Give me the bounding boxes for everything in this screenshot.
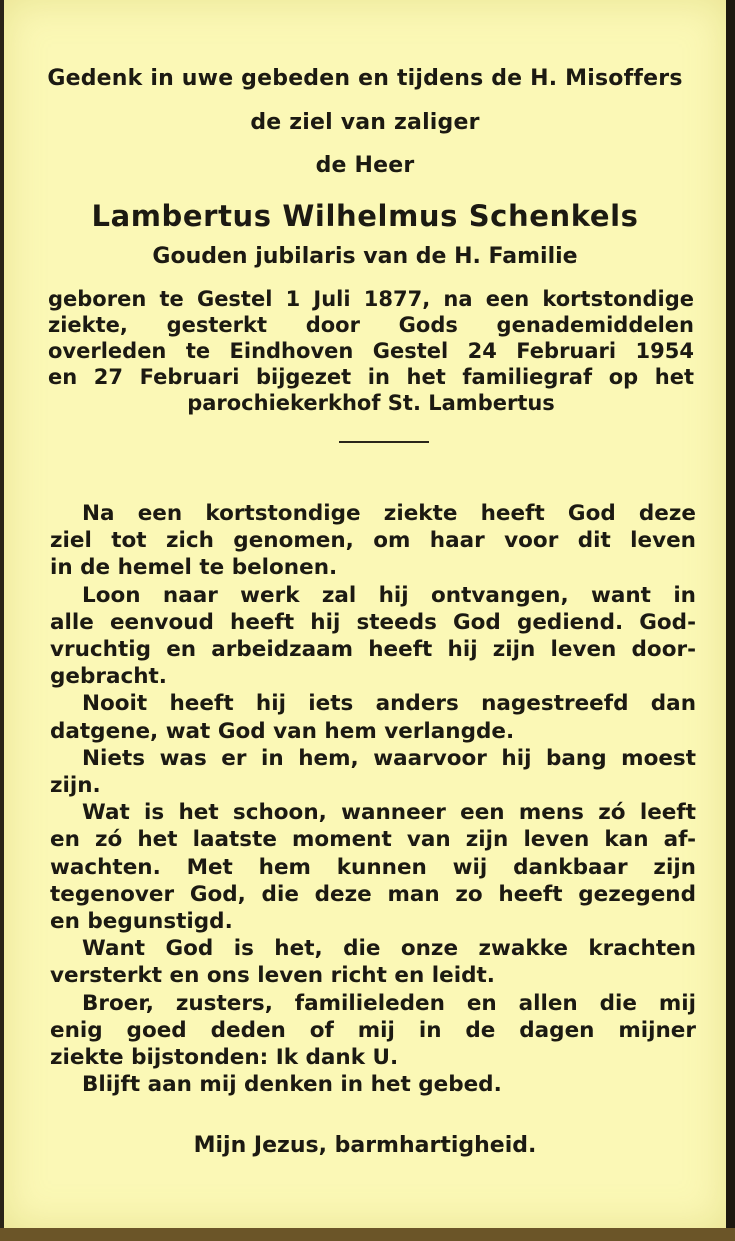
deceased-title: Gouden jubilaris van de H. Familie (152, 244, 578, 269)
biography-line: parochiekerkhof St. Lambertus (187, 391, 555, 415)
memorial-text (50, 500, 696, 1098)
text-line: tegenover God, die deze man zo heeft gezegend (50, 881, 696, 907)
text-line: vruchtig en arbeidzaam heeft hij zijn leven door- (50, 637, 696, 663)
text-line: alle eenvoud heeft hij steeds God gediend. God- (50, 609, 696, 635)
honorific: de Heer (315, 153, 415, 178)
text-line: ziel tot zich genomen, om haar voor dit leven (50, 528, 696, 554)
text-line: Niets was er in hem, waarvoor hij bang moest (82, 745, 696, 771)
text-line: Want God is het, die onze zwakke krachten (82, 936, 696, 962)
biography-line: overleden te Eindhoven Gestel 24 Februari 1954 (48, 339, 694, 363)
closing-prayer: Mijn Jezus, barmhartigheid. (193, 1133, 537, 1158)
text-line: Wat is het schoon, wanneer een mens zó leeft (82, 800, 696, 826)
divider (339, 441, 429, 443)
deceased-name: Lambertus Wilhelmus Schenkels (91, 199, 639, 233)
text-line: gebracht. (50, 664, 167, 690)
text-line: Blijft aan mij denken in het gebed. (82, 1072, 502, 1098)
memorial-card (4, 0, 726, 1228)
card-edge-shadow (726, 0, 735, 1241)
text-line: versterkt en ons leven richt en leidt. (50, 963, 495, 989)
text-line: Broer, zusters, familieleden en allen die mij (82, 990, 696, 1016)
text-line: Loon naar werk zal hij ontvangen, want in (82, 582, 696, 608)
text-line: en begunstigd. (50, 909, 233, 935)
text-line: ziekte bijstonden: Ik dank U. (50, 1045, 399, 1071)
text-line: in de hemel te belonen. (50, 555, 338, 581)
text-line: en zó het laatste moment van zijn leven kan af- (50, 827, 696, 853)
biography-line: geboren te Gestel 1 Juli 1877, na een kortstondige (48, 287, 694, 311)
biography-line: en 27 Februari bijgezet in het familiegraf op het (48, 365, 694, 389)
text-line: enig goed deden of mij in de dagen mijner (50, 1017, 696, 1043)
card-bottom-edge (0, 1228, 735, 1241)
text-line: zijn. (50, 773, 101, 799)
text-line: Nooit heeft hij iets anders nagestreefd dan (82, 691, 696, 717)
text-line: datgene, wat God van hem verlangde. (50, 718, 515, 744)
text-line: Na een kortstondige ziekte heeft God deze (82, 501, 696, 526)
soul-of-late: de ziel van zaliger (250, 110, 480, 135)
biography-line: ziekte, gesterkt door Gods genademiddelen (48, 313, 694, 337)
text-line: wachten. Met hem kunnen wij dankbaar zijn (50, 854, 696, 880)
prayer-request: Gedenk in uwe gebeden en tijdens de H. Misoffers (47, 66, 683, 91)
biography (48, 286, 694, 416)
